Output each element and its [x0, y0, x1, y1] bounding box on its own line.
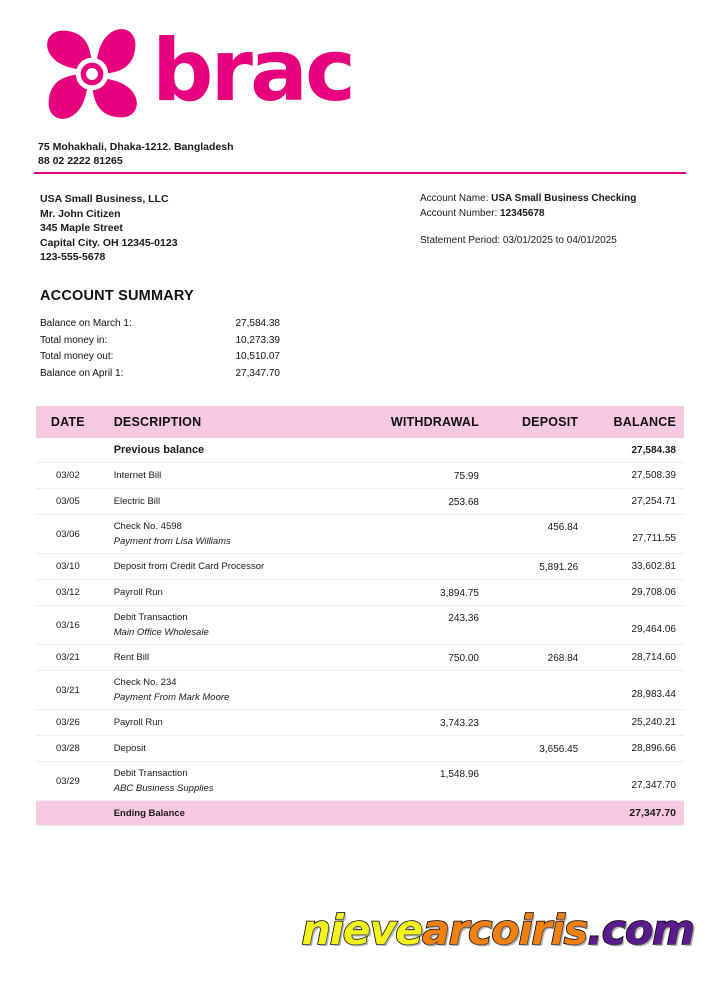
row-deposit	[487, 801, 584, 826]
column-header-balance: BALANCE	[584, 406, 684, 438]
row-balance: 28,983.44	[584, 671, 684, 710]
transactions-body	[36, 438, 684, 826]
row-description	[100, 463, 369, 489]
account-number-label: Account Number:	[420, 207, 498, 219]
row-description	[100, 710, 369, 736]
row-balance: 27,711.55	[584, 515, 684, 554]
row-withdrawal: 75.99	[369, 463, 487, 489]
row-balance: 27,254.71	[584, 489, 684, 515]
table-row	[36, 762, 684, 801]
column-header-description: DESCRIPTION	[100, 406, 369, 438]
bank-logo	[38, 18, 678, 130]
table-row	[36, 671, 684, 710]
row-date: 03/02	[36, 463, 100, 489]
row-description-main: Payroll Run	[113, 717, 163, 728]
row-withdrawal: 1,548.96	[369, 762, 487, 801]
row-description-main: Rent Bill	[113, 652, 150, 663]
row-balance: 29,464.06	[584, 606, 684, 645]
row-description	[100, 736, 369, 762]
customer-line5: 123-555-5678	[40, 251, 106, 263]
row-date: 03/10	[36, 554, 100, 580]
row-balance: 28,896.66	[584, 736, 684, 762]
row-balance: 27,347.70	[584, 801, 684, 826]
bank-address	[38, 140, 678, 168]
previous-balance-row	[36, 438, 684, 463]
row-balance: 27,508.39	[584, 463, 684, 489]
account-name-row	[420, 192, 680, 207]
row-date	[36, 801, 100, 826]
transactions-header-row	[36, 406, 684, 438]
row-date: 03/21	[36, 645, 100, 671]
summary-row	[40, 333, 280, 350]
bank-address-line2: 88 02 2222 81265	[38, 155, 123, 167]
row-date: 03/29	[36, 762, 100, 801]
row-withdrawal	[369, 801, 487, 826]
row-balance: 27,584.38	[584, 438, 684, 463]
transactions-table	[36, 406, 684, 826]
summary-label: Balance on March 1:	[40, 318, 132, 329]
row-description-main: Deposit from Credit Card Processor	[113, 561, 265, 572]
row-deposit	[487, 762, 584, 801]
summary-row	[40, 316, 280, 333]
row-description	[100, 671, 369, 710]
row-description-main: Check No. 234	[113, 677, 177, 688]
row-description-main: Debit Transaction	[113, 612, 188, 623]
row-withdrawal: 243.36	[369, 606, 487, 645]
header-divider	[34, 172, 686, 174]
row-date: 03/16	[36, 606, 100, 645]
column-header-deposit: DEPOSIT	[487, 406, 584, 438]
row-withdrawal	[369, 515, 487, 554]
row-deposit	[487, 438, 584, 463]
watermark-part-2: arcoiris	[422, 906, 588, 954]
row-balance: 27,347.70	[584, 762, 684, 801]
row-withdrawal	[369, 554, 487, 580]
row-withdrawal: 253.68	[369, 489, 487, 515]
row-deposit: 268.84	[487, 645, 584, 671]
table-row	[36, 580, 684, 606]
row-description-main: Debit Transaction	[113, 768, 188, 779]
summary-value: 27,584.38	[235, 318, 280, 329]
row-description	[100, 515, 369, 554]
customer-line1: USA Small Business, LLC	[40, 193, 169, 205]
watermark-part-3: .com	[587, 906, 694, 954]
row-deposit	[487, 463, 584, 489]
statement-period-label: Statement Period:	[420, 235, 501, 246]
account-summary-title: ACCOUNT SUMMARY	[40, 288, 194, 304]
summary-label: Balance on April 1:	[40, 367, 124, 379]
row-deposit: 456.84	[487, 515, 584, 554]
row-deposit	[487, 606, 584, 645]
summary-label: Total money in:	[40, 334, 108, 346]
row-date: 03/21	[36, 671, 100, 710]
table-row	[36, 645, 684, 671]
row-description-sub: Payment From Mark Moore	[113, 692, 230, 703]
watermark-part-1: nieve	[301, 906, 423, 954]
customer-address	[40, 192, 420, 265]
row-deposit: 3,656.45	[487, 736, 584, 762]
row-withdrawal: 750.00	[369, 645, 487, 671]
table-row	[36, 606, 684, 645]
table-row	[36, 489, 684, 515]
ending-balance-row	[36, 801, 684, 826]
account-info-block	[40, 192, 686, 265]
account-details	[420, 192, 680, 265]
row-date: 03/05	[36, 489, 100, 515]
table-row	[36, 515, 684, 554]
row-description	[100, 762, 369, 801]
row-date: 03/06	[36, 515, 100, 554]
account-summary-body	[40, 316, 280, 382]
row-balance: 25,240.21	[584, 710, 684, 736]
row-withdrawal: 3,743.23	[369, 710, 487, 736]
table-row	[36, 736, 684, 762]
column-header-withdrawal: WITHDRAWAL	[369, 406, 487, 438]
account-number-row	[420, 207, 680, 222]
row-deposit	[487, 580, 584, 606]
summary-value: 10,273.39	[235, 334, 280, 346]
row-balance: 29,708.06	[584, 580, 684, 606]
row-description	[100, 554, 369, 580]
row-description	[100, 606, 369, 645]
account-name-value: USA Small Business Checking	[491, 193, 637, 204]
row-description-main: Deposit	[113, 743, 146, 754]
row-balance: 28,714.60	[584, 645, 684, 671]
row-date: 03/28	[36, 736, 100, 762]
row-withdrawal	[369, 736, 487, 762]
customer-line3: 345 Maple Street	[40, 222, 123, 234]
statement-period-value: 03/01/2025 to 04/01/2025	[502, 235, 617, 246]
row-date: 03/12	[36, 580, 100, 606]
customer-line4: Capital City. OH 12345-0123	[40, 236, 178, 249]
statement-header	[38, 18, 678, 168]
brac-pinwheel-logo-icon	[38, 20, 146, 128]
bank-name: brac	[152, 21, 353, 121]
table-row	[36, 710, 684, 736]
account-number-value: 12345678	[500, 207, 545, 219]
row-withdrawal	[369, 438, 487, 463]
row-description-main: Electric Bill	[113, 496, 161, 507]
statement-period-row	[420, 234, 680, 249]
row-description-sub: Payment from Lisa Williams	[113, 536, 231, 547]
row-deposit	[487, 671, 584, 710]
customer-line2: Mr. John Citizen	[40, 207, 121, 220]
account-summary-table	[40, 316, 280, 382]
row-withdrawal	[369, 671, 487, 710]
row-balance: 33,602.81	[584, 554, 684, 580]
row-description	[100, 645, 369, 671]
table-row	[36, 463, 684, 489]
row-deposit	[487, 710, 584, 736]
table-row	[36, 554, 684, 580]
summary-row	[40, 366, 280, 383]
row-description: Previous balance	[100, 438, 369, 463]
account-name-label: Account Name:	[420, 193, 489, 204]
row-description-main: Payroll Run	[113, 587, 163, 598]
transactions-header	[36, 406, 684, 438]
summary-label: Total money out:	[40, 351, 114, 362]
column-header-date: DATE	[36, 406, 100, 438]
meta-spacer	[420, 221, 680, 234]
row-date: 03/26	[36, 710, 100, 736]
summary-value: 27,347.70	[235, 367, 280, 379]
row-description-main: Check No. 4598	[113, 521, 182, 532]
row-description	[100, 580, 369, 606]
row-deposit	[487, 489, 584, 515]
summary-row	[40, 349, 280, 366]
row-description: Ending Balance	[100, 801, 369, 826]
row-withdrawal: 3,894.75	[369, 580, 487, 606]
summary-value: 10,510.07	[235, 351, 280, 362]
site-watermark	[0, 906, 720, 954]
row-description	[100, 489, 369, 515]
row-deposit: 5,891.26	[487, 554, 584, 580]
row-description-sub: Main Office Wholesale	[113, 627, 209, 638]
bank-address-line1: 75 Mohakhali, Dhaka-1212. Bangladesh	[38, 141, 234, 153]
row-date	[36, 438, 100, 463]
row-description-main: Internet Bill	[113, 470, 162, 481]
row-description-sub: ABC Business Supplies	[113, 783, 214, 794]
